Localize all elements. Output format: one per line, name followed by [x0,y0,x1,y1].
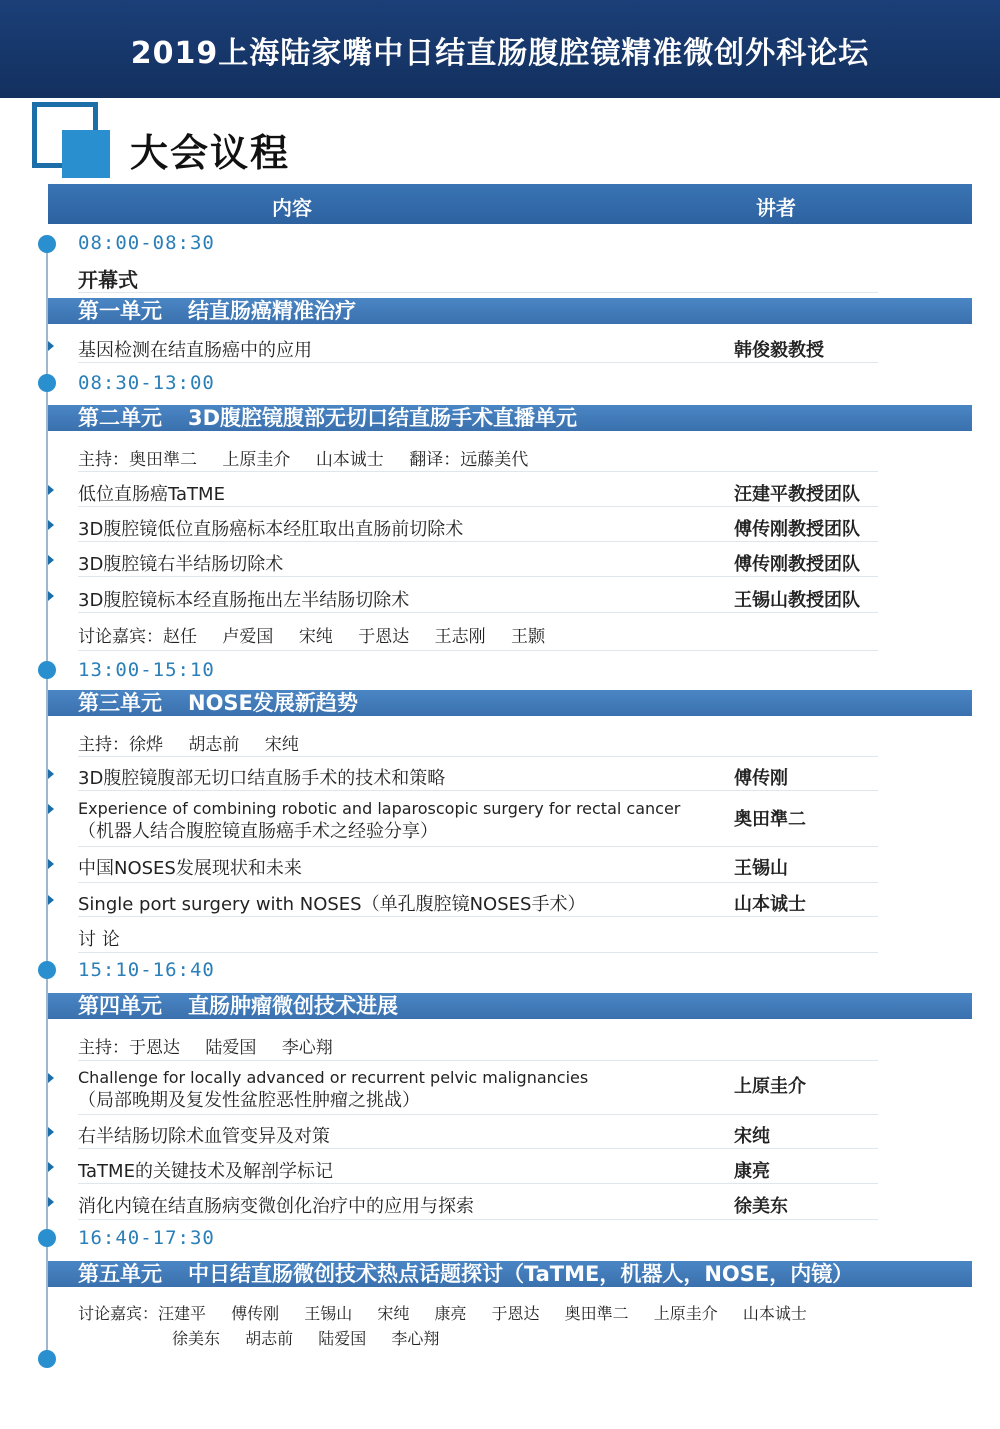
guest-name: 王志刚 [434,627,486,647]
timeline-dot [38,235,56,253]
speaker: 徐美东 [734,1196,788,1217]
guest-name: 奥田準二 [564,1304,629,1323]
section-title: 大会议程 [130,131,291,175]
time-slot: 16:40-17:30 [78,1227,215,1249]
unit-label: 第二单元 [78,406,162,430]
bullet-icon [48,859,54,869]
host-name: 胡志前 [188,735,240,755]
guest-name: 王锡山 [304,1304,353,1323]
bullet-icon [48,555,54,565]
timeline-dot [38,374,56,392]
section-logo-fill [62,130,110,178]
timeline-dot [38,661,56,679]
talk-title: 右半结肠切除术血管变异及对策 [78,1126,330,1147]
bullet-icon [48,341,54,351]
host-name: 山本诚士 [315,450,384,470]
divider [78,1219,878,1220]
guest-name: 卢爱国 [222,627,274,647]
speaker: 傅传刚教授团队 [734,519,860,540]
talk-title: 3D腹腔镜腹部无切口结直肠手术的技术和策略 [78,768,446,789]
guest-name: 讨论嘉宾：汪建平 [78,1304,207,1323]
speaker: 奥田準二 [734,809,806,830]
unit-bar [48,298,972,324]
timeline-dot [38,961,56,979]
bullet-icon [48,769,54,779]
guests-line [78,622,565,647]
guest-name: 上原圭介 [653,1304,718,1323]
speaker: 傅传刚教授团队 [734,554,860,575]
divider [78,576,878,577]
time-slot: 15:10-16:40 [78,959,215,981]
guest-name: 宋纯 [377,1304,410,1323]
host-line [78,730,319,755]
divider [78,650,878,651]
host-name: 上原圭介 [222,450,291,470]
bullet-icon [48,804,54,814]
unit-bar [48,405,972,431]
banner-title: 2019上海陆家嘴中日结直肠腹腔镜精准微创外科论坛 [130,36,870,71]
guest-name: 徐美东 [172,1329,221,1348]
divider [78,756,878,757]
banner [0,0,1000,98]
talk-title: TaTME的关键技术及解剖学标记 [78,1161,333,1182]
divider [78,292,878,293]
guest-name: 于恩达 [491,1304,540,1323]
guest-name: 李心翔 [391,1329,440,1348]
guests-line [172,1326,459,1349]
talk-title: 3D腹腔镜低位直肠癌标本经肛取出直肠前切除术 [78,519,464,540]
divider [78,362,878,363]
speaker: 傅传刚 [734,768,788,789]
bullet-icon [48,1197,54,1207]
divider [78,1148,878,1149]
unit-topic: 3D腹腔镜腹部无切口结直肠手术直播单元 [188,406,578,430]
divider [78,541,878,542]
speaker: 王锡山教授团队 [734,590,860,611]
speaker: 宋纯 [734,1126,770,1147]
guest-name: 胡志前 [245,1329,294,1348]
unit-topic: NOSE发展新趋势 [188,691,358,715]
guest-name: 宋纯 [298,627,333,647]
talk-title: 3D腹腔镜右半结肠切除术 [78,554,284,575]
speaker: 山本诚士 [734,894,806,915]
divider [78,1183,878,1184]
divider [78,882,878,883]
timeline-dot [38,1350,56,1368]
talk-title: 基因检测在结直肠癌中的应用 [78,340,312,361]
talk-subtitle: （机器人结合腹腔镜直肠癌手术之经验分享） [78,821,438,842]
timeline-dot [38,1229,56,1247]
speaker: 康亮 [734,1161,770,1182]
speaker: 王锡山 [734,858,788,879]
time-slot: 08:00-08:30 [78,232,215,254]
talk-title: Challenge for locally advanced or recurrent pelvic malignancies [78,1068,589,1087]
guest-name: 康亮 [434,1304,467,1323]
header-content: 内容 [272,196,312,220]
guests-line [78,1301,827,1324]
divider [78,790,878,791]
guest-name: 傅传刚 [231,1304,280,1323]
bullet-icon [48,895,54,905]
host-name: 陆爱国 [205,1038,257,1058]
talk-subtitle: （局部晚期及复发性盆腔恶性肿瘤之挑战） [78,1090,420,1111]
header-speaker: 讲者 [756,196,796,220]
unit-label: 第一单元 [78,299,162,323]
translator: 翻译：远藤美代 [409,450,529,470]
unit-label: 第五单元 [78,1262,162,1286]
speaker: 上原圭介 [734,1076,806,1097]
talk-title: Single port surgery with NOSES（单孔腹腔镜NOSES手术） [78,894,586,915]
divider [78,1060,878,1061]
talk-title: 3D腹腔镜标本经直肠拖出左半结肠切除术 [78,590,410,611]
unit-topic: 结直肠癌精准治疗 [188,299,356,323]
divider [78,1114,878,1115]
guest-name: 王颢 [511,627,546,647]
unit-label: 第四单元 [78,994,162,1018]
time-slot: 08:30-13:00 [78,372,215,394]
bullet-icon [48,1073,54,1083]
unit-bar [48,690,972,716]
table-header [48,184,972,224]
guest-name: 于恩达 [358,627,410,647]
host-name: 李心翔 [281,1038,333,1058]
bullet-icon [48,1127,54,1137]
talk-title: 中国NOSES发展现状和未来 [78,858,302,879]
host-line [78,1033,353,1058]
talk-title: Experience of combining robotic and laparoscopic surgery for rectal cancer [78,799,681,818]
talk-title: 消化内镜在结直肠病变微创化治疗中的应用与探索 [78,1196,474,1217]
unit-bar [48,1261,972,1287]
bullet-icon [48,520,54,530]
divider [78,506,878,507]
guest-name: 陆爱国 [318,1329,367,1348]
guest-name: 讨论嘉宾：赵任 [78,627,197,647]
host-name: 主持：奥田準二 [78,450,197,470]
host-name: 宋纯 [264,735,299,755]
host-name: 主持：徐烨 [78,735,163,755]
divider [78,916,878,917]
bullet-icon [48,591,54,601]
unit-bar [48,993,972,1019]
talk-title: 低位直肠癌TaTME [78,484,225,505]
unit-topic: 中日结直肠微创技术热点话题探讨（TaTME，机器人，NOSE，内镜） [188,1262,854,1286]
divider [78,471,878,472]
divider [78,612,878,613]
host-line [78,445,548,470]
time-slot: 13:00-15:10 [78,659,215,681]
guest-name: 山本诚士 [742,1304,807,1323]
opening-ceremony: 开幕式 [78,268,138,292]
bullet-icon [48,1162,54,1172]
discussion: 讨 论 [78,929,120,950]
divider [78,846,878,847]
speaker: 韩俊毅教授 [734,340,824,361]
host-name: 主持：于恩达 [78,1038,180,1058]
unit-label: 第三单元 [78,691,162,715]
divider [78,952,878,953]
speaker: 汪建平教授团队 [734,484,860,505]
bullet-icon [48,485,54,495]
unit-topic: 直肠肿瘤微创技术进展 [188,994,398,1018]
